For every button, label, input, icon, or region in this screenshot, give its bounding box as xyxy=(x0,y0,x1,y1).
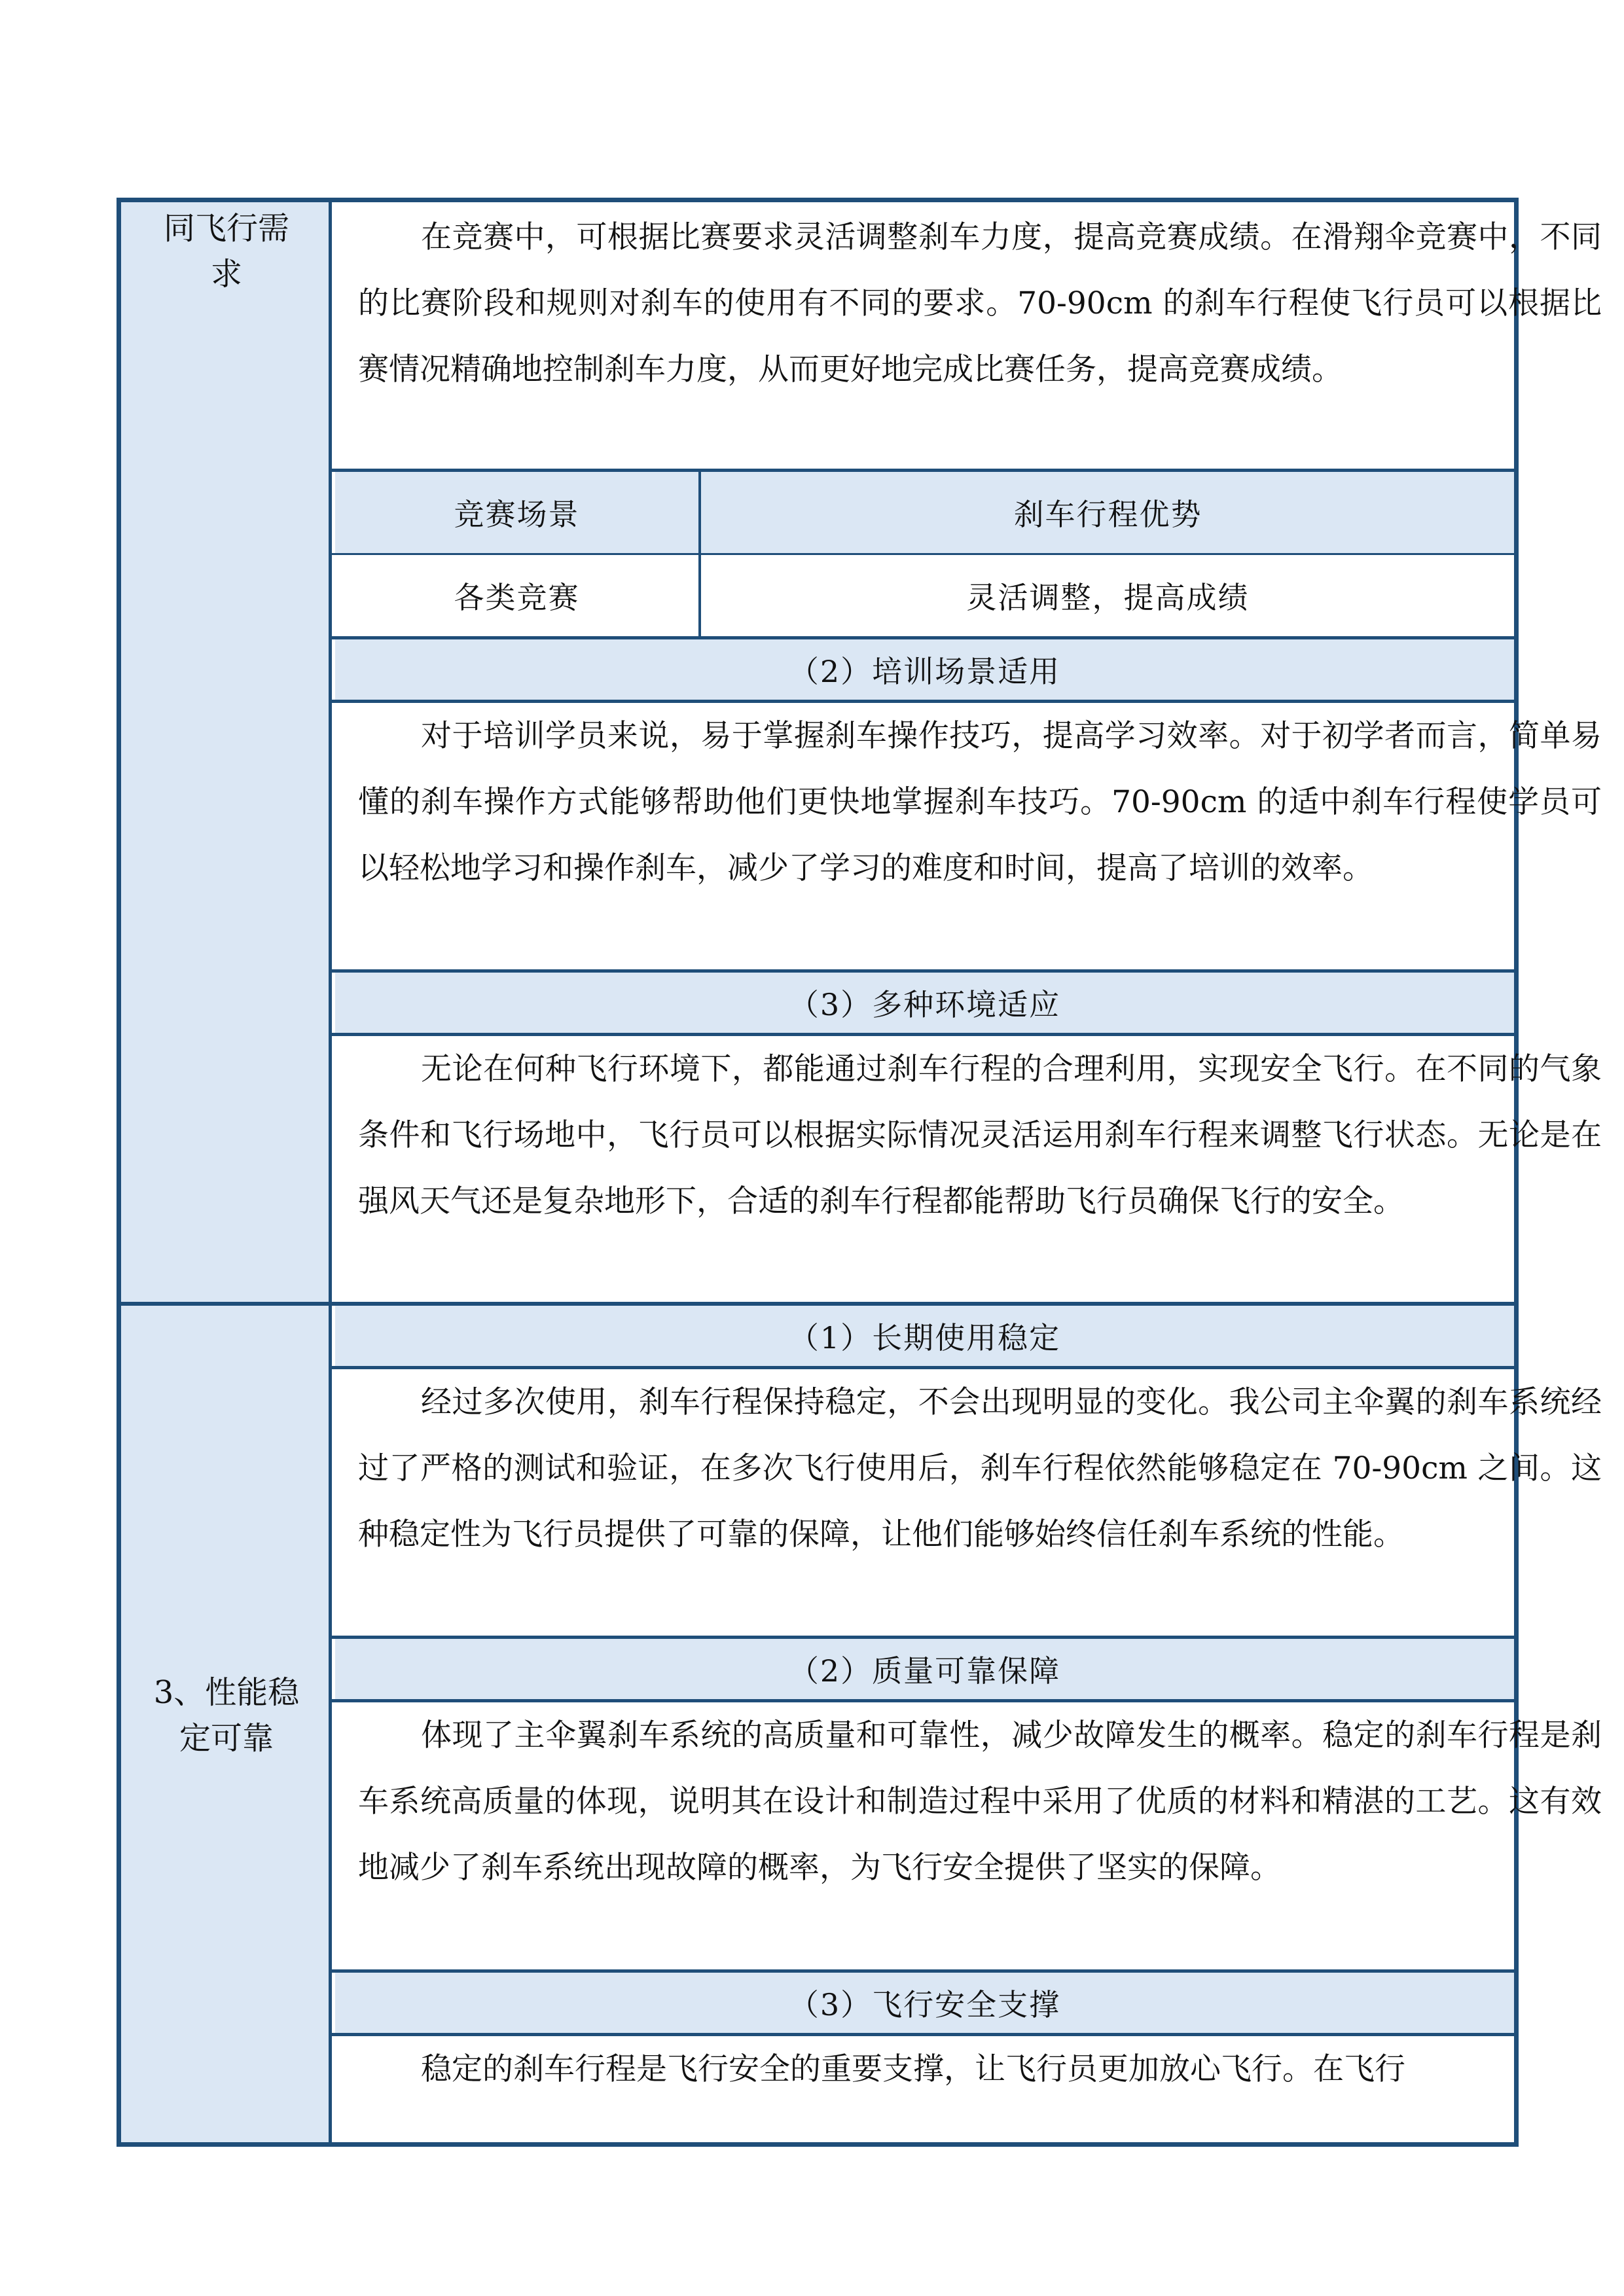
label-performance-stable-text: 3、性能稳 定可靠 xyxy=(153,1674,300,1757)
paragraph-quality: 体现了主伞翼刹车系统的高质量和可靠性，减少故障发生的概率。稳定的刹车行程是刹车系统高质量的体现，说明其在设计和制造过程中采用了优质的材料和精湛的工艺。这有效地减少了刹车系统出现故障的概率，为飞行安全提供了坚实的保障。 xyxy=(358,1717,1602,1886)
subtable-cell-advantage: 灵活调整，提高成绩 xyxy=(966,580,1250,615)
label-flight-needs xyxy=(121,206,332,297)
label-flight-needs-text: 同飞行需 求 xyxy=(163,210,289,293)
heading-environment: （3）多种环境适应 xyxy=(335,973,1514,1033)
subtable-cell-scene: 各类竞赛 xyxy=(454,580,580,615)
heading-quality: （2）质量可靠保障 xyxy=(335,1639,1514,1699)
paragraph-competition: 在竞赛中，可根据比赛要求灵活调整刹车力度，提高竞赛成绩。在滑翔伞竞赛中，不同的比赛阶段和规则对刹车的使用有不同的要求。70-90cm 的刹车行程使飞行员可以根据比赛情况精确地控制刹车力度，从而更好地完成比赛任务，提高竞赛成绩。 xyxy=(358,219,1602,387)
heading-stability: （1）长期使用稳定 xyxy=(335,1306,1514,1366)
subtable-header-scene: 竞赛场景 xyxy=(454,497,580,532)
label-performance-stable xyxy=(121,1670,332,1761)
subtable-header-advantage: 刹车行程优势 xyxy=(1013,497,1202,532)
subtable-column-divider xyxy=(698,472,701,636)
heading-training: （2）培训场景适用 xyxy=(335,639,1514,700)
feature-table xyxy=(117,198,1602,2147)
paragraph-stability: 经过多次使用，刹车行程保持稳定，不会出现明显的变化。我公司主伞翼的刹车系统经过了严格的测试和验证，在多次飞行使用后，刹车行程依然能够稳定在 70-90cm 之间。这种稳定性为飞行员提供了可靠的保障，让他们能够始终信任刹车系统的性能。 xyxy=(358,1384,1602,1552)
paragraph-environment: 无论在何种飞行环境下，都能通过刹车行程的合理利用，实现安全飞行。在不同的气象条件和飞行场地中，飞行员可以根据实际情况灵活运用刹车行程来调整飞行状态。无论是在强风天气还是复杂地形下，合适的刹车行程都能帮助飞行员确保飞行的安全。 xyxy=(358,1051,1602,1219)
paragraph-training: 对于培训学员来说，易于掌握刹车操作技巧，提高学习效率。对于初学者而言，简单易懂的刹车操作方式能够帮助他们更快地掌握刹车技巧。70-90cm 的适中刹车行程使学员可以轻松地学习和操作刹车，减少了学习的难度和时间，提高了培训的效率。 xyxy=(358,718,1602,886)
left-label-column xyxy=(121,202,332,2142)
paragraph-safety: 稳定的刹车行程是飞行安全的重要支撑，让飞行员更加放心飞行。在飞行 xyxy=(421,2051,1405,2087)
heading-safety: （3）飞行安全支撑 xyxy=(335,1973,1514,2033)
